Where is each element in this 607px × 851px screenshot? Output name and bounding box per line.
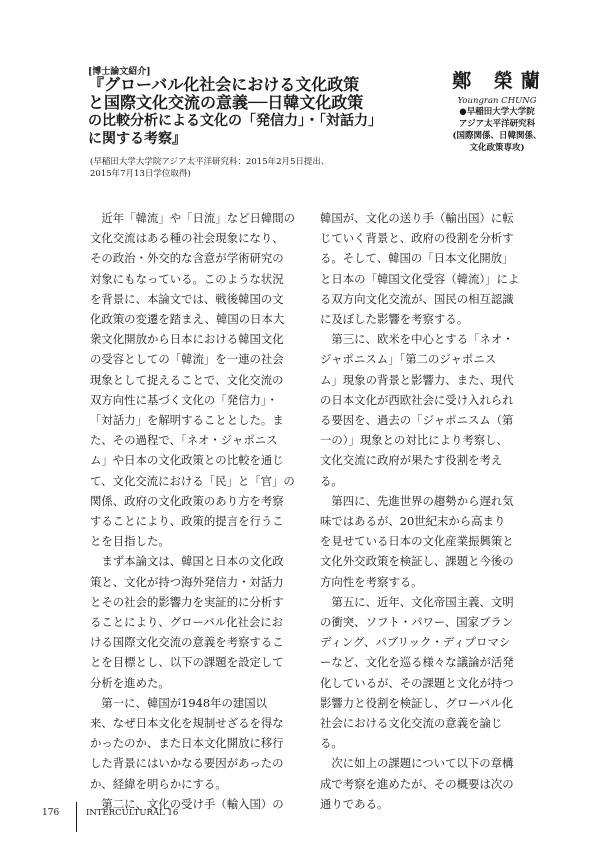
article-title [88, 76, 408, 148]
body-text-line: 韓国が、文化の送り手（輸出国）に転 [320, 211, 514, 225]
body-column-right [320, 208, 530, 814]
body-text-line: その政治・外交的な含意が学術研究の [90, 251, 284, 266]
section-tag: [博士論文紹介] [88, 67, 151, 77]
body-text-line: 次に如上の課題について以下の章構 [320, 756, 514, 771]
body-text-line: 文化交流に政府が果たす役割を考え [320, 453, 503, 468]
body-text-line: る。 [320, 736, 343, 751]
body-text-line: ジャポニスム」「第二のジャポニス [320, 352, 497, 367]
body-text-line: を見せている日本の文化産業振興策と [320, 534, 514, 549]
article-header [88, 64, 568, 194]
body-text-line: 第三に、欧米を中心とする「ネオ・ [320, 332, 514, 347]
title-line: に関する考察』 [88, 131, 186, 147]
body-text-line: ム」や日本の文化政策との比較を通じ [90, 453, 284, 468]
author-name: 鄭 榮蘭 [452, 70, 548, 92]
body-text-line: 策と、文化が持つ海外発信力・対話力 [90, 574, 284, 589]
body-text-line: することにより、政策的提言を行うこ [90, 514, 284, 529]
body-text-line: 関係、政府の文化政策のあり方を考察 [90, 493, 284, 508]
body-text-line: の日本文化が西欧社会に受け入れられ [320, 392, 514, 407]
body-text-line: とその社会的影響力を実証的に分析す [90, 594, 284, 609]
body-text-line: を背景に、本論文では、戦後韓国の文 [90, 291, 284, 306]
affiliation-line: ●早稲田大学大学院 [459, 107, 535, 117]
body-text-line: 影響力と役割を検証し、グローバル化 [320, 695, 514, 710]
body-text-line: る。 [320, 473, 343, 488]
body-text-line: ディング、パブリック・ディプロマシ [320, 635, 511, 650]
author-affiliation [426, 106, 568, 154]
body-text-line: 第一に、韓国が1948年の建国以 [90, 695, 268, 710]
body-text-line: る双方向文化交流が、国民の相互認識 [320, 291, 514, 306]
body-text-line: かったのか、また日本文化開放に移行 [90, 736, 284, 751]
title-line: と国際文化交流の意義──日韓文化政策 [88, 93, 364, 112]
affiliation-line: 文化政策専攻) [469, 143, 525, 153]
body-text-line: る要因を、過去の「ジャポニスム（第 [320, 413, 514, 428]
author-romanized-name: Youngran CHUNG [457, 96, 537, 106]
body-text-line: 文化外交政策を検証し、課題と今後の [320, 554, 514, 569]
body-text-line: と日本の「韓国文化受容（韓流）」によ [320, 271, 520, 286]
body-text-line: 一の）」現象との対比により考察し、 [320, 433, 508, 448]
note-line: 2015年7月13日学位取得) [90, 169, 191, 179]
submission-note [90, 156, 329, 180]
body-text-line: とを目指した。 [90, 534, 170, 549]
body-text-line: 来、なぜ日本文化を規制せざるを得な [90, 716, 284, 731]
page-number: 176 [42, 808, 60, 818]
body-text-line: じていく背景と、政府の役割を分析す [320, 231, 514, 246]
body-text-line: る。そして、韓国の「日本文化開放」 [320, 251, 514, 266]
body-text-line: て、文化交流における「民」と「官」の [90, 473, 295, 488]
body-text-line: 社会における文化交流の意義を論じ [320, 716, 503, 731]
affiliation-line: アジア太平洋研究科 [458, 119, 536, 129]
affiliation-line: (国際関係、日韓関係、 [452, 131, 542, 141]
note-line: (早稲田大学大学院アジア太平洋研究科：2015年2月5日提出、 [90, 157, 330, 167]
body-text-line: まず本論文は、韓国と日本の文化政 [90, 554, 284, 569]
body-text-line: 化しているが、その課題と文化が持つ [320, 675, 514, 690]
body-text-line: とを目標とし、以下の課題を設定して [90, 655, 284, 670]
body-text-line: 現象として捉えることで、文化交流の [90, 372, 284, 387]
title-line: 『グローバル化社会における文化政策 [88, 75, 360, 94]
body-text-line: 味ではあるが、20世紀末から高まり [320, 514, 506, 529]
body-text-line: 第四に、先進世界の趨勢から遅れ気 [320, 493, 514, 508]
journal-name: INTERCULTURAL 16 [86, 808, 179, 818]
body-text-line: ム」現象の背景と影響力、また、現代 [320, 372, 514, 387]
body-text-line: の衝突、ソフト・パワー、国家ブラン [320, 615, 514, 630]
title-line: の比較分析による文化の「発信力」・「対話力」 [88, 113, 382, 129]
body-text-line: 方向性を考察する。 [320, 574, 423, 589]
body-text-line: ーなど、文化を巡る様々な議論が活発 [320, 655, 514, 670]
body-text-line: の受容としての「韓流」を一連の社会 [90, 352, 284, 367]
body-text-line: ることにより、グローバル化社会にお [90, 615, 284, 630]
body-text-line: 化政策の変遷を踏まえ、韓国の日本大 [90, 312, 285, 327]
body-text-line: 対象にもなっている。このような状況 [90, 271, 284, 286]
body-text-line: 近年「韓流」や「日流」など日韓間の [90, 211, 296, 225]
body-text-line: した背景にはいかなる要因があったの [90, 756, 284, 771]
footer-divider [76, 802, 77, 832]
body-column-left [90, 208, 300, 814]
body-text-line: 双方向性に基づく文化の「発信力」・ [90, 392, 278, 407]
page-footer [0, 808, 607, 838]
body-text-line: 「対話力」を解明することとした。ま [90, 413, 284, 428]
body-text-line: 文化交流はある種の社会現象になり、 [90, 231, 284, 246]
body-text-line: ける国際文化交流の意義を考察するこ [90, 635, 284, 650]
body-text-line: 分析を進めた。 [90, 675, 170, 690]
body-text-line: か、経緯を明らかにする。 [90, 776, 227, 791]
body-text-line: 第五に、近年、文化帝国主義、文明 [320, 594, 514, 609]
author-block [426, 66, 568, 154]
body-text-line: 衆文化開放から日本における韓国文化 [90, 332, 284, 347]
body-text-line: 通りである。 [320, 796, 389, 811]
body-text-line: 第二に、文化の受け手（輸入国）の [90, 796, 284, 811]
body-text-line: 成で考察を進めたが、その概要は次の [320, 776, 514, 791]
body-text-line: に及ぼした影響を考察する。 [320, 312, 469, 327]
body-text-line: た、その過程で、「ネオ・ジャポニス [90, 433, 278, 448]
